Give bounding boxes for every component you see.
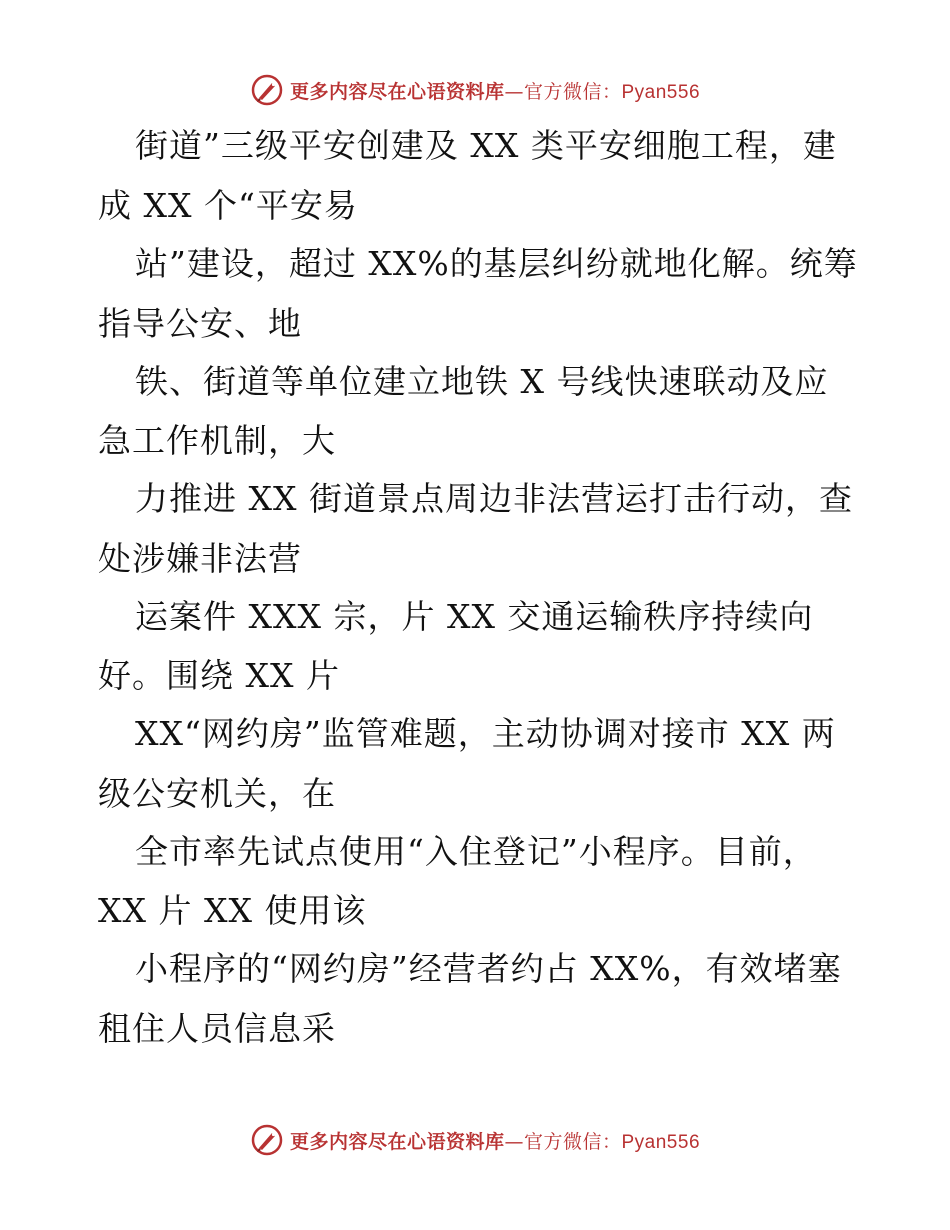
body-line: 指导公安、地: [98, 304, 302, 343]
body-line: 成 XX 个“平安易: [98, 186, 358, 225]
pen-logo-icon: [250, 73, 284, 107]
body-line: 级公安机关，在: [98, 774, 336, 813]
header-site-text: 更多内容尽在心语资料库: [289, 80, 505, 103]
footer-site-text: 更多内容尽在心语资料库: [289, 1130, 505, 1153]
header-banner: [0, 70, 950, 110]
body-line: 急工作机制，大: [98, 421, 336, 460]
body-line: 处涉嫌非法营: [98, 539, 302, 578]
body-line: 力推进 XX 街道景点周边非法营运打击行动，查: [135, 479, 853, 518]
body-line: 站”建设，超过 XX%的基层纠纷就地化解。统筹: [135, 244, 858, 283]
header-label: 官方微信：: [523, 80, 622, 103]
body-line: 全市率先试点使用“入住登记”小程序。目前，: [135, 832, 817, 871]
footer-banner-text: [290, 1127, 700, 1154]
footer-banner: [0, 1120, 950, 1160]
body-line: 好。围绕 XX 片: [98, 656, 340, 695]
header-account: Pyan556: [621, 81, 701, 103]
body-line: 街道”三级平安创建及 XX 类平安细胞工程，建: [135, 126, 837, 165]
header-banner-text: [290, 77, 700, 104]
body-line: 小程序的“网约房”经营者约占 XX%，有效堵塞: [135, 949, 842, 988]
footer-label: 官方微信：: [523, 1130, 622, 1153]
body-line: XX“网约房”监管难题，主动协调对接市 XX 两: [135, 714, 836, 753]
footer-dash: —: [504, 1130, 524, 1153]
header-dash: —: [504, 80, 524, 103]
footer-account: Pyan556: [621, 1131, 701, 1153]
body-line: 铁、街道等单位建立地铁 X 号线快速联动及应: [135, 362, 829, 401]
body-line: 租住人员信息采: [98, 1009, 336, 1048]
body-line: 运案件 XXX 宗，片 XX 交通运输秩序持续向: [135, 597, 814, 636]
body-line: XX 片 XX 使用该: [98, 891, 367, 930]
pen-logo-icon: [250, 1123, 284, 1157]
